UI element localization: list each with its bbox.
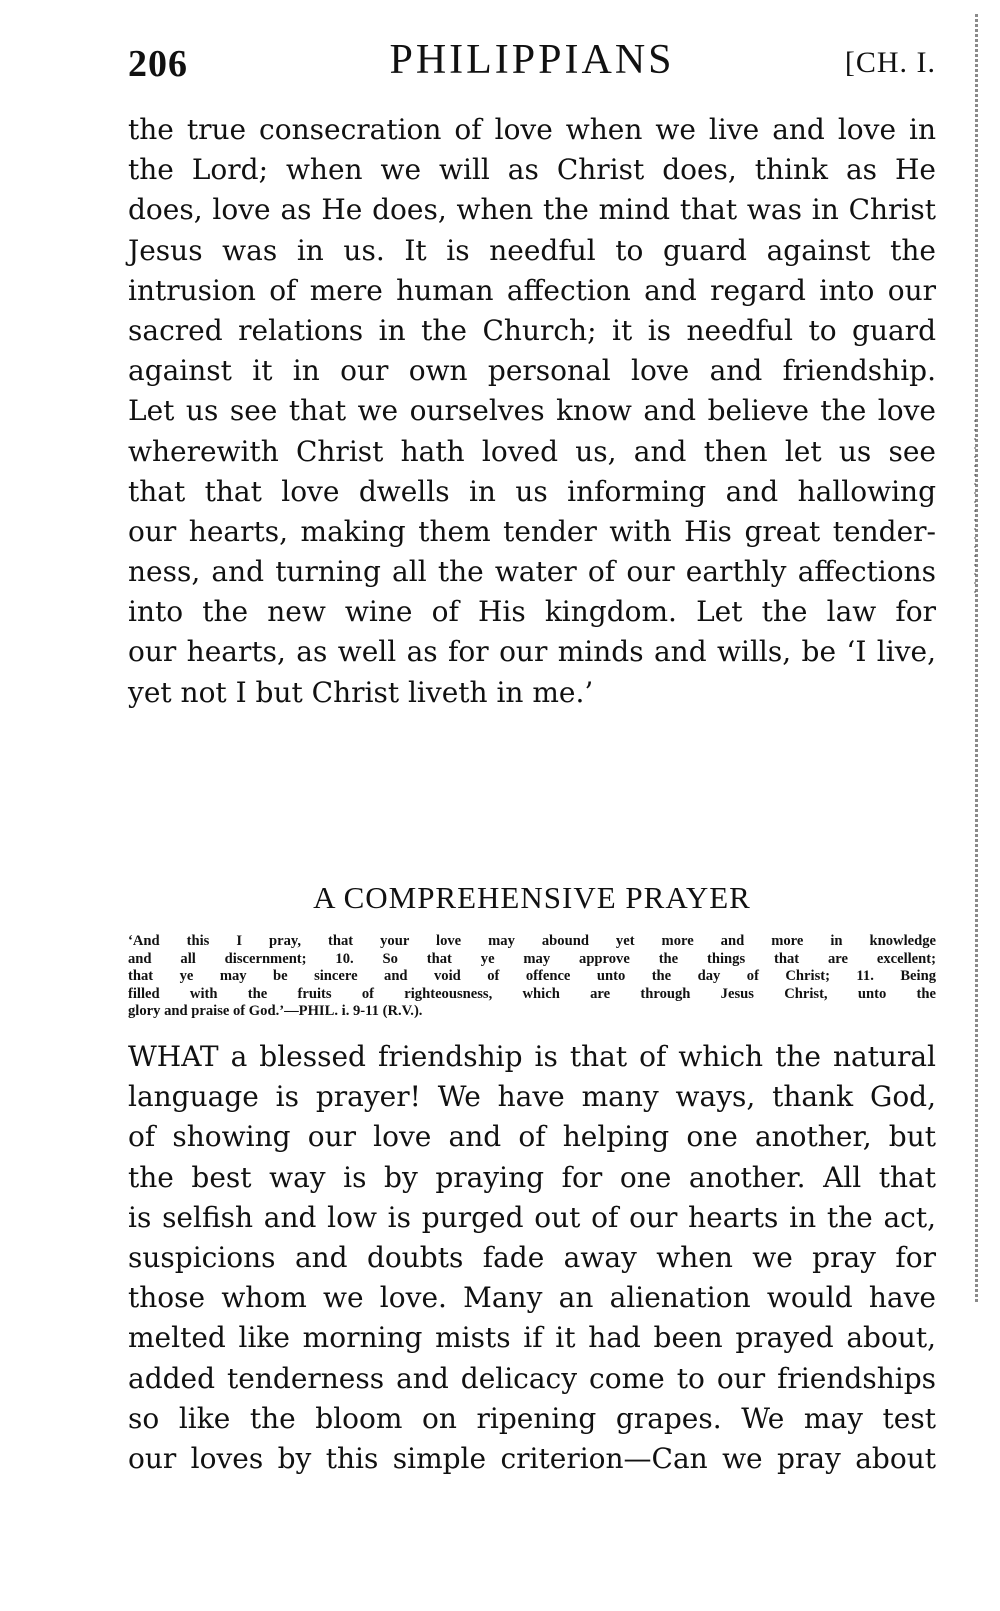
epigraph-line: ‘And this I pray, that your love may abound yet more and more in knowledge <box>128 933 936 949</box>
text-line: our hearts, making them tender with His great tender- <box>128 514 936 548</box>
running-title: PHILIPPIANS <box>389 37 675 83</box>
text-line: into the new wine of His kingdom. Let the law for <box>128 595 936 629</box>
section-heading: A COMPREHENSIVE PRAYER <box>313 880 751 915</box>
text-line: added tenderness and delicacy come to our friendships <box>128 1361 936 1395</box>
text-line: sacred relations in the Church; it is needful to guard <box>128 313 936 347</box>
text-line: yet not I but Christ liveth in me.’ <box>128 675 594 709</box>
scan-edge-artifact <box>975 14 978 1304</box>
text-line: language is prayer! We have many ways, thank God, <box>128 1080 936 1114</box>
chapter-reference: [CH. I. <box>844 46 936 79</box>
text-line: is selfish and low is purged out of our hearts in the act, <box>128 1200 936 1234</box>
text-line: the Lord; when we will as Christ does, think as He <box>128 153 936 187</box>
text-line: wherewith Christ hath loved us, and then let us see <box>128 434 936 468</box>
continuation-paragraph <box>128 110 936 713</box>
text-line: WHAT a blessed friendship is that of which the natural <box>128 1040 936 1073</box>
text-line: Jesus was in us. It is needful to guard against the <box>128 233 936 267</box>
epigraph-line: that ye may be sincere and void of offence unto the day of Christ; 11. Being <box>128 968 936 984</box>
text-line: the true consecration of love when we live and love in <box>128 113 936 146</box>
text-line: against it in our own personal love and friendship. <box>128 354 936 388</box>
text-line: our loves by this simple criterion—Can we pray about <box>128 1441 936 1475</box>
section-body-paragraph <box>128 1037 936 1479</box>
epigraph-line: glory and praise of God.’—PHIL. i. 9-11 (R.V.). <box>128 1003 423 1019</box>
text-line: that that love dwells in us informing and hallowing <box>128 474 936 508</box>
scan-edge-artifact-lower <box>974 420 976 600</box>
text-line: of showing our love and of helping one another, but <box>128 1120 936 1154</box>
text-line: our hearts, as well as for our minds and wills, be ‘I live, <box>128 635 936 669</box>
text-line: so like the bloom on ripening grapes. We may test <box>128 1401 936 1435</box>
text-line: melted like morning mists if it had been prayed about, <box>128 1321 936 1355</box>
running-head <box>128 36 936 96</box>
text-line: does, love as He does, when the mind that was in Christ <box>128 193 936 227</box>
text-line: Let us see that we ourselves know and believe the love <box>128 394 936 428</box>
epigraph-line: filled with the fruits of righteousness, which are through Jesus Christ, unto the <box>128 985 936 1002</box>
text-line: suspicions and doubts fade away when we pray for <box>128 1240 936 1274</box>
scripture-epigraph <box>128 933 936 1021</box>
text-line: the best way is by praying for one another. All that <box>128 1160 936 1194</box>
text-line: those whom we love. Many an alienation would have <box>128 1281 936 1315</box>
text-line: intrusion of mere human affection and regard into our <box>128 273 936 307</box>
page-number: 206 <box>128 43 188 85</box>
text-line: ness, and turning all the water of our earthly affections <box>128 555 936 589</box>
epigraph-line: and all discernment; 10. So that ye may approve the things that are excellent; <box>128 950 936 967</box>
